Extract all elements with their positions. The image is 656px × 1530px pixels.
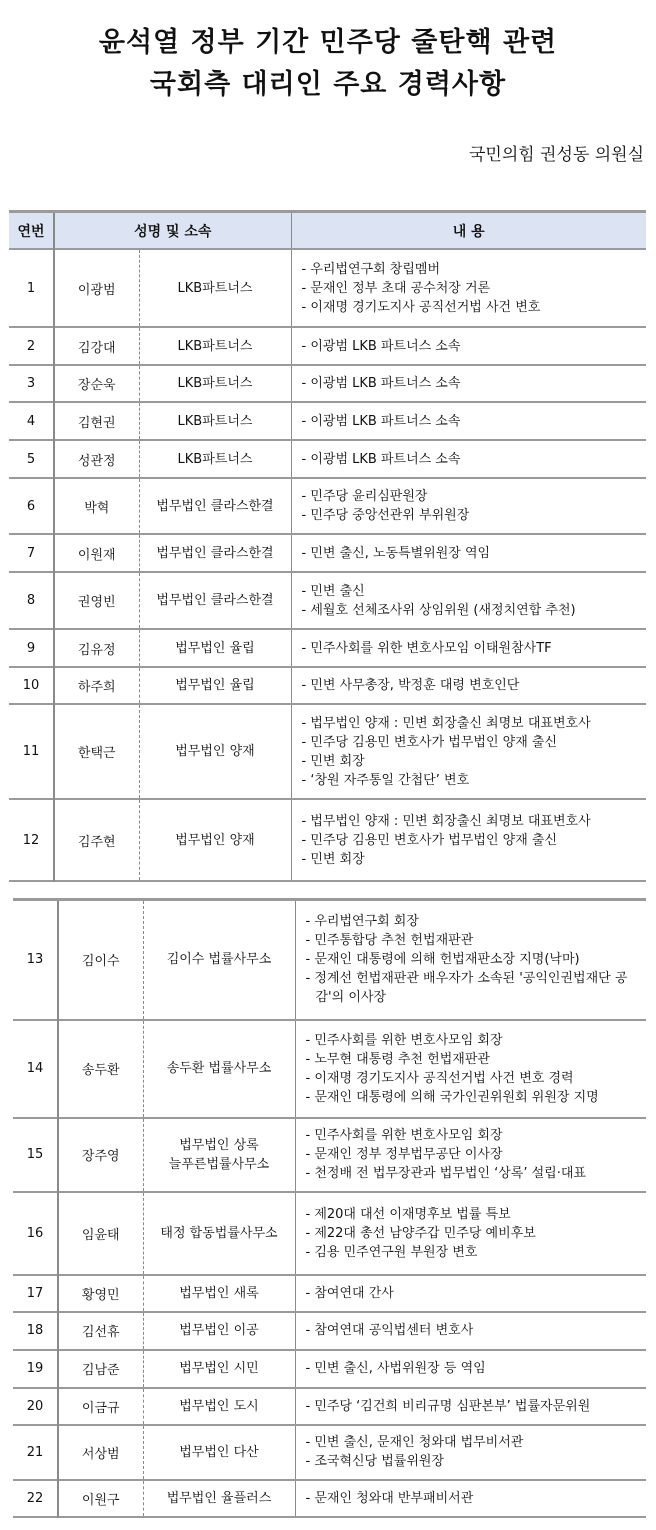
affiliation [139,667,291,704]
person-name: 하주희 [54,667,139,704]
table-row [9,365,646,402]
career-item: - 노무현 대통령 추천 헌법재판관 [305,1051,490,1067]
career-item: - 민변 사무총장, 박정훈 대령 변호인단 [301,678,520,693]
career-content [291,365,646,402]
person-name: 박혁 [54,478,139,534]
career-content [295,1425,646,1480]
affiliation [143,1480,295,1517]
career-content [291,799,646,881]
row-number: 15 [13,1118,58,1192]
career-item: - 이광범 LKB 파트너스 소속 [301,451,461,467]
table-row [13,1312,646,1350]
affiliation-line: LKB파트너스 [177,451,253,467]
affiliation-line: 법무법인 클라스한결 [156,545,274,561]
affiliation-line: 법무법인 율립 [175,678,255,693]
row-number: 10 [9,667,54,704]
table-row [13,900,646,1020]
affiliation-line: 송두환 법률사무소 [166,1061,272,1076]
affiliation-line: 법무법인 도시 [179,1398,259,1414]
career-item: - 우리법연구회 창립멤버 [301,261,441,277]
career-item: - 우리법연구회 회장 [305,914,419,930]
affiliation-line: LKB파트너스 [177,338,253,354]
career-content [295,1020,646,1118]
career-content [291,402,646,440]
affiliation [139,799,291,881]
row-number: 18 [13,1312,58,1350]
career-content [291,667,646,704]
career-content [291,327,646,365]
person-name: 김선휴 [58,1312,143,1350]
career-item: - 민주통합당 추천 헌법재판관 [305,933,474,949]
affiliation [143,1388,295,1425]
person-name: 김강대 [54,327,139,365]
person-name: 김이수 [58,900,143,1020]
career-item: - 민주당 ‘김건희 비리규명 심판본부’ 법률자문위원 [305,1398,591,1414]
affiliation-line: 법무법인 율플러스 [166,1490,272,1506]
representatives-table-part-1 [9,210,646,882]
table-row [13,1020,646,1118]
career-content [295,1388,646,1425]
table-row [9,534,646,572]
table-row [13,1192,646,1275]
table-row [13,1480,646,1517]
row-number: 6 [9,478,54,534]
career-item: - 문재인 청와대 반부패비서관 [305,1490,474,1506]
career-content [295,900,646,1020]
career-item: - 이광범 LKB 파트너스 소속 [301,413,461,429]
affiliation [139,534,291,572]
career-item: - 조국혁신당 법률위원장 [305,1454,445,1469]
person-name: 김남준 [58,1350,143,1388]
affiliation-line: 늘푸른법률사무소 [168,1156,270,1172]
representatives-table-part-2 [13,898,646,1518]
career-item: - 민변 출신, 사법위원장 등 역임 [305,1361,486,1376]
affiliation [143,1275,295,1312]
affiliation-line: LKB파트너스 [177,413,253,429]
career-item: - 민주사회를 위한 변호사모임 이태원참사TF [301,640,552,656]
career-item: - 법무법인 양재 : 민변 회장출신 최명보 대표변호사 [301,813,591,829]
affiliation-line: LKB파트너스 [177,280,253,296]
affiliation [143,900,295,1020]
affiliation [143,1118,295,1192]
career-item: - 민변 출신, 문재인 청와대 법무비서관 [305,1435,524,1450]
table-row [9,704,646,799]
career-content [295,1350,646,1388]
affiliation [139,572,291,629]
career-item: - 민주당 김용민 변호사가 법무법인 양재 출신 [301,734,558,750]
career-item: - 김용 민주연구원 부원장 변호 [305,1244,478,1260]
affiliation [143,1312,295,1350]
career-item: - 문재인 정부 정부법무공단 이사장 [305,1147,503,1162]
person-name: 김주현 [54,799,139,881]
career-item: - 법무법인 양재 : 민변 회장출신 최명보 대표변호사 [301,715,591,731]
person-name: 성관정 [54,440,139,478]
career-item: - 참여연대 간사 [305,1285,394,1301]
career-content [291,629,646,667]
table-row [9,572,646,629]
person-name: 이원재 [54,534,139,572]
person-name: 송두환 [58,1020,143,1118]
table-header-row [9,212,646,250]
row-number: 5 [9,440,54,478]
career-item: - 민변 출신 [301,583,365,599]
career-item: - ‘창원 자주통일 간첩단’ 변호 [301,772,470,788]
row-number: 11 [9,704,54,799]
career-item: - 문재인 대통령에 의해 헌법재판소장 지명(낙마) [305,952,580,968]
career-content [295,1192,646,1275]
career-item: - 민변 출신, 노동특별위원장 역임 [301,545,491,561]
person-name: 한택근 [54,704,139,799]
table-row [13,1118,646,1192]
row-number: 17 [13,1275,58,1312]
affiliation [139,440,291,478]
row-number: 16 [13,1192,58,1275]
table-row [13,1388,646,1425]
row-number: 22 [13,1480,58,1517]
career-content [295,1118,646,1192]
person-name: 장순욱 [54,365,139,402]
row-number: 19 [13,1350,58,1388]
row-number: 3 [9,365,54,402]
affiliation-line: 법무법인 새록 [179,1285,259,1301]
affiliation-line: LKB파트너스 [177,376,253,391]
career-item: - 참여연대 공익법센터 변호사 [305,1323,474,1338]
career-item: - 이재명 경기도지사 공직선거법 사건 변호 경력 [305,1070,574,1086]
table-row [9,327,646,365]
row-number: 21 [13,1425,58,1480]
row-number: 4 [9,402,54,440]
affiliation [143,1425,295,1480]
career-item: - 제20대 대선 이재명후보 법률 특보 [305,1206,511,1222]
row-number: 8 [9,572,54,629]
affiliation [139,402,291,440]
affiliation [143,1192,295,1275]
person-name: 임윤태 [58,1192,143,1275]
career-item: - 세월호 선체조사위 상임위원 (새정치연합 추천) [301,602,576,618]
table-row [13,1350,646,1388]
affiliation-line: 법무법인 양재 [175,744,255,759]
document-title-line-2: 국회측 대리인 주요 경력사항 [149,69,507,100]
affiliation-line: 법무법인 클라스한결 [156,593,274,608]
affiliation-line: 법무법인 상록 [179,1137,259,1153]
affiliation [143,1020,295,1118]
career-item: - 문재인 대통령에 의해 국가인권위원회 위원장 지명 [305,1089,599,1105]
table-row [9,799,646,881]
affiliation [139,327,291,365]
affiliation [139,249,291,327]
career-content [291,478,646,534]
row-number: 1 [9,249,54,327]
affiliation [139,365,291,402]
table-row [9,478,646,534]
career-item: - 민주사회를 위한 변호사모임 회장 [305,1032,503,1048]
table-row [9,402,646,440]
affiliation-line: 법무법인 율립 [175,640,255,656]
affiliation-line: 태정 합동법률사무소 [160,1225,278,1241]
row-number: 20 [13,1388,58,1425]
row-number: 9 [9,629,54,667]
affiliation-line: 법무법인 클라스한결 [156,498,274,514]
career-content [291,440,646,478]
header-name-org: 성명 및 소속 [54,212,291,250]
row-number: 14 [13,1020,58,1118]
person-name: 장주영 [58,1118,143,1192]
career-item: - 이광범 LKB 파트너스 소속 [301,376,461,391]
person-name: 이광범 [54,249,139,327]
career-item: - 이광범 LKB 파트너스 소속 [301,338,461,354]
career-content [295,1312,646,1350]
career-item: - 민주당 김용민 변호사가 법무법인 양재 출신 [301,832,558,848]
document-title-line-1: 윤석열 정부 기간 민주당 줄탄핵 관련 [98,27,558,58]
row-number: 2 [9,327,54,365]
person-name: 서상범 [58,1425,143,1480]
person-name: 이금규 [58,1388,143,1425]
career-item: - 민변 회장 [301,753,365,769]
table-row [13,1275,646,1312]
person-name: 이원구 [58,1480,143,1517]
career-item: - 이재명 경기도지사 공직선거법 사건 변호 [301,299,541,315]
row-number: 13 [13,900,58,1020]
affiliation-line: 김이수 법률사무소 [166,952,272,968]
person-name: 김유정 [54,629,139,667]
row-number: 12 [9,799,54,881]
career-item: - 제22대 총선 남양주갑 민주당 예비후보 [305,1225,536,1241]
career-content [291,534,646,572]
career-item: - 천정배 전 법무장관과 법무법인 ‘상록’ 설립·대표 [305,1166,586,1181]
career-content [291,249,646,327]
career-content [295,1480,646,1517]
person-name: 김현권 [54,402,139,440]
career-content [295,1275,646,1312]
career-item: - 정계선 헌법재판관 배우자가 소속된 '공익인권법재단 공감'의 이사장 [305,971,628,1006]
affiliation-line: 법무법인 양재 [175,832,255,848]
affiliation [143,1350,295,1388]
person-name: 황영민 [58,1275,143,1312]
career-content [291,704,646,799]
affiliation [139,704,291,799]
affiliation-line: 법무법인 시민 [179,1361,259,1376]
issuing-office: 국민의힘 권성동 의원실 [468,145,644,165]
table-row [13,1425,646,1480]
career-item: - 문재인 정부 초대 공수처장 거론 [301,280,491,296]
table-row [9,440,646,478]
row-number: 7 [9,534,54,572]
affiliation [139,478,291,534]
career-item: - 민변 회장 [301,851,365,867]
table-row [9,667,646,704]
header-content: 내 용 [291,212,646,250]
affiliation [139,629,291,667]
affiliation-line: 법무법인 이공 [179,1323,259,1338]
career-item: - 민주사회를 위한 변호사모임 회장 [305,1128,503,1143]
affiliation-line: 법무법인 다산 [179,1444,259,1460]
career-content [291,572,646,629]
career-item: - 민주당 윤리심판원장 [301,489,428,504]
person-name: 권영빈 [54,572,139,629]
header-no: 연번 [9,212,54,250]
table-row [9,249,646,327]
table-row [9,629,646,667]
career-item: - 민주당 중앙선관위 부위원장 [301,508,470,523]
